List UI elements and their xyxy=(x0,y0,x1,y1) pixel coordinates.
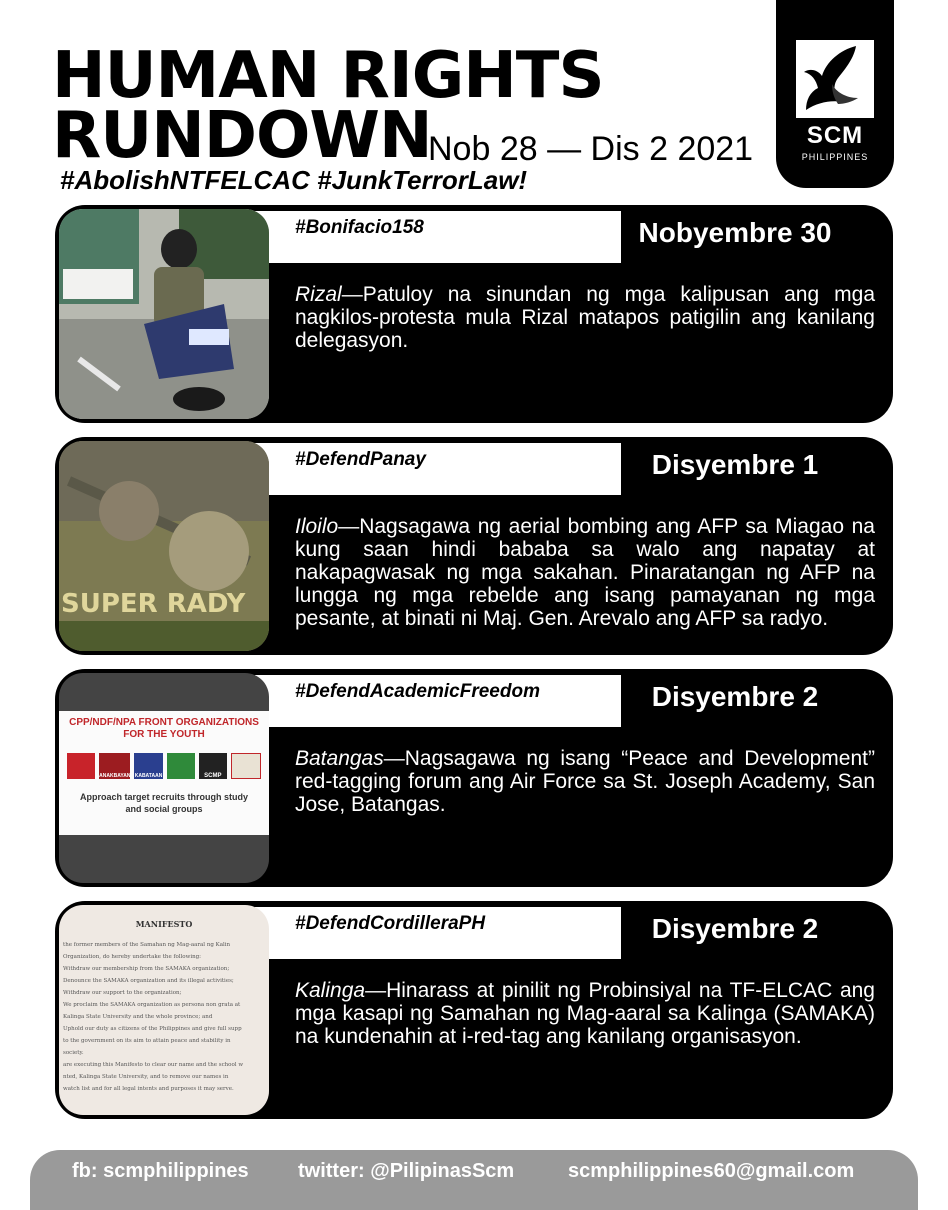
facebook-handle[interactable]: fb: scmphilippines xyxy=(72,1160,249,1182)
card-description xyxy=(295,283,875,352)
manifesto-line: Uphold our duty as citizens of the Philippines and give full supp xyxy=(63,1026,242,1032)
card-text: —Hinarass at pinilit ng Probinsiyal na TF-ELCAC ang mga kasapi ng Samahan ng Mag-aaral sa Kalinga (SAMAKA) na kundenahin at i-red-tag ang kanilang organisasyon. xyxy=(295,979,875,1048)
card-text: —Nagsagawa ng aerial bombing ang AFP sa Miagao na kung saan hindi bababa sa walo ang napatay at nakapagwasak ng mga sakahan. Pinaratangan ng AFP na lungga ng mga rebelde ang isang pamayanan ng mga pesante, at binati ni Maj. Gen. Arevalo ang AFP sa radyo. xyxy=(295,515,875,630)
aerial-bombing-photo xyxy=(59,441,269,651)
footer-bar xyxy=(30,1150,918,1210)
card-hashtag: #DefendPanay xyxy=(295,449,426,470)
manifesto-line: nted, Kalinga State University, and to remove our names in xyxy=(63,1074,229,1080)
manifesto-line: Denounce the SAMAKA organization and its illegal activities; xyxy=(63,978,234,984)
slide-title: CPP/NDF/NPA FRONT ORGANIZATIONS FOR THE YOUTH xyxy=(69,717,259,740)
manifesto-line: Organization, do hereby undertake the following: xyxy=(63,954,202,960)
manifesto-line: are executing this Manifesto to clear our name and the school w xyxy=(63,1062,244,1068)
photo-caption: SUPER RADY xyxy=(61,589,246,619)
manifesto-lines xyxy=(63,939,269,1095)
org-logo-icon xyxy=(134,753,162,779)
card-description xyxy=(295,979,875,1048)
org-logo-label: ANAKBAYAN xyxy=(99,773,131,779)
manifesto-line: society. xyxy=(63,1050,84,1056)
manifesto-document-photo xyxy=(59,905,269,1115)
dove-logo-icon xyxy=(796,40,874,118)
card-date: Disyembre 1 xyxy=(651,449,819,480)
slide-logos xyxy=(67,753,261,779)
org-logo-label: SCMP xyxy=(204,773,222,779)
manifesto-line: Withdraw our membership from the SAMAKA organization; xyxy=(63,966,230,972)
org-logo-label: KABATAAN xyxy=(134,773,163,779)
manifesto-line: Kalinga State University and the whole province; and xyxy=(63,1014,213,1020)
org-logo-icon xyxy=(167,753,195,779)
card-place: Batangas xyxy=(295,747,384,770)
card-hashtag: #Bonifacio158 xyxy=(295,217,424,238)
rundown-card-4 xyxy=(55,901,893,1119)
logo-subtitle: PHILIPPINES xyxy=(801,152,869,162)
hashtags: #AbolishNTFELCAC #JunkTerrorLaw! xyxy=(60,165,528,195)
card-text: —Patuloy na sinundan ng mga kalipusan ang mga nagkilos-protesta mula Rizal matapos patigilin ang kanilang delegasyon. xyxy=(295,283,875,352)
org-logo-icon xyxy=(99,753,130,779)
card-place: Iloilo xyxy=(295,515,339,538)
slide-subtitle: Approach target recruits through study and social groups xyxy=(79,792,249,814)
rundown-card-2 xyxy=(55,437,893,655)
manifesto-line: the former members of the Samahan ng Mag-aaral ng Kalin xyxy=(63,942,231,948)
org-logo-icon xyxy=(67,753,95,779)
card-date: Nobyembre 30 xyxy=(638,217,832,248)
card-description xyxy=(295,747,875,816)
manifesto-line: Withdraw our support to the organization; xyxy=(63,990,182,996)
email-address[interactable]: scmphilippines60@gmail.com xyxy=(568,1160,855,1182)
twitter-handle[interactable]: twitter: @PilipinasScm xyxy=(298,1160,515,1182)
date-range: Nob 28 — Dis 2 2021 xyxy=(428,130,754,168)
red-tagging-slide-photo xyxy=(59,673,269,883)
card-hashtag: #DefendCordilleraPH xyxy=(295,913,486,934)
card-text: —Nagsagawa ng isang “Peace and Development” red-tagging forum ang Air Force sa St. Joseph Academy, San Jose, Batangas. xyxy=(295,747,875,816)
card-hashtag: #DefendAcademicFreedom xyxy=(295,681,540,702)
title-line-2: RUNDOWN xyxy=(52,99,432,173)
card-description xyxy=(295,515,875,630)
logo-tab xyxy=(776,0,894,188)
manifesto-line: to the government on its aim to attain peace and stability in xyxy=(63,1038,231,1044)
slide xyxy=(59,711,269,835)
org-logo-icon xyxy=(199,753,227,779)
card-date: Disyembre 2 xyxy=(651,681,819,712)
card-place: Kalinga xyxy=(295,979,366,1002)
org-logo-icon xyxy=(231,753,261,779)
motorcycle-photo xyxy=(59,209,269,419)
rundown-card-3 xyxy=(55,669,893,887)
logo-name: SCM xyxy=(806,122,864,149)
card-date: Disyembre 2 xyxy=(651,913,819,944)
title-line-1: HUMAN RIGHTS xyxy=(52,39,604,113)
manifesto-line: We proclaim the SAMAKA organization as persona non grata at xyxy=(63,1002,241,1008)
card-place: Rizal xyxy=(295,283,342,306)
manifesto-title: MANIFESTO xyxy=(135,919,193,929)
rundown-card-1 xyxy=(55,205,893,423)
manifesto-line: watch list and for all legal intents and purposes it may serve. xyxy=(63,1086,234,1092)
